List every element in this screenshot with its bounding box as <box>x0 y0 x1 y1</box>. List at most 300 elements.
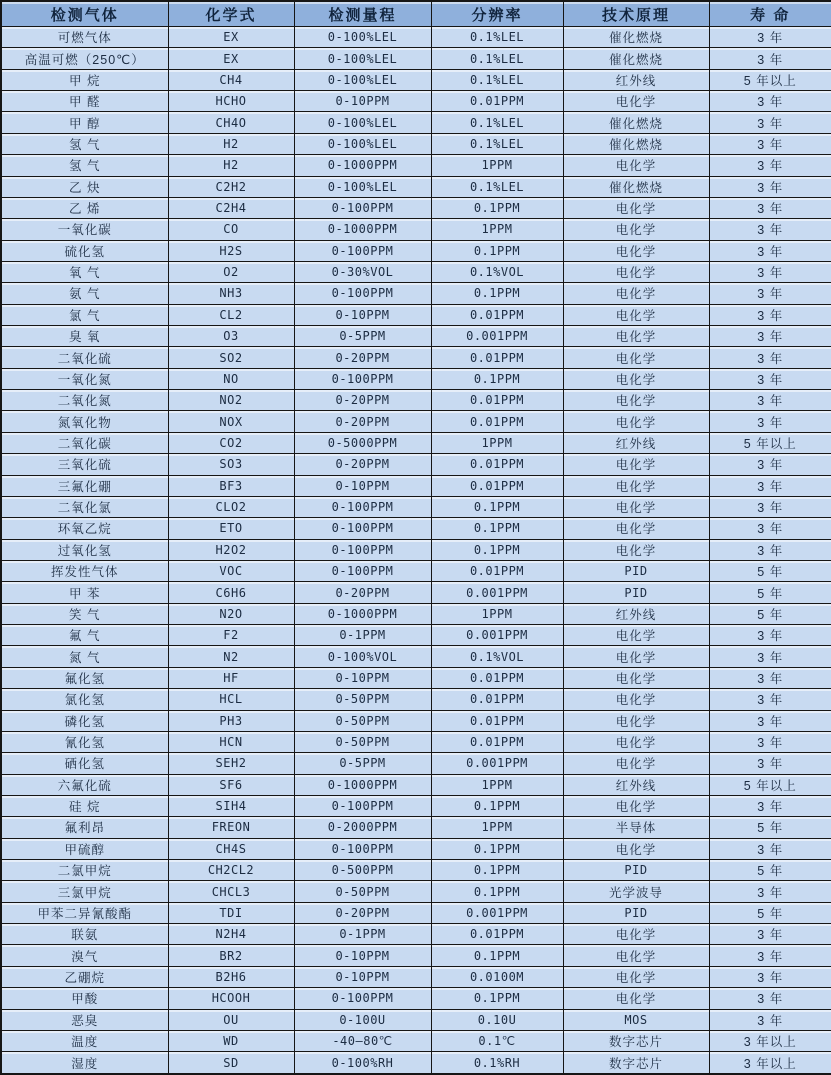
cell-principle: 电化学 <box>563 966 709 987</box>
cell-range: 0-100PPM <box>294 795 431 816</box>
cell-range: 0-100PPM <box>294 283 431 304</box>
cell-range: 0-20PPM <box>294 582 431 603</box>
cell-life: 3 年 <box>709 48 831 69</box>
cell-range: 0-100%LEL <box>294 112 431 133</box>
cell-life: 3 年 <box>709 283 831 304</box>
cell-formula: SO3 <box>168 454 294 475</box>
cell-principle: 半导体 <box>563 817 709 838</box>
cell-resolution: 0.1%RH <box>431 1052 563 1074</box>
table-row <box>1 176 831 197</box>
cell-principle: 催化燃烧 <box>563 27 709 48</box>
cell-principle: 电化学 <box>563 539 709 560</box>
cell-resolution: 1PPM <box>431 219 563 240</box>
cell-life: 3 年 <box>709 390 831 411</box>
cell-life: 3 年 <box>709 731 831 752</box>
cell-range: 0-1000PPM <box>294 219 431 240</box>
cell-principle: 电化学 <box>563 454 709 475</box>
cell-formula: HCL <box>168 689 294 710</box>
cell-principle: MOS <box>563 1009 709 1030</box>
cell-formula: SIH4 <box>168 795 294 816</box>
cell-principle: 数字芯片 <box>563 1052 709 1074</box>
cell-range: 0-100%LEL <box>294 69 431 90</box>
table-row <box>1 155 831 176</box>
cell-gas: 甲 烷 <box>1 69 168 90</box>
cell-principle: 催化燃烧 <box>563 176 709 197</box>
cell-resolution: 0.01PPM <box>431 667 563 688</box>
cell-formula: O2 <box>168 261 294 282</box>
table-row <box>1 112 831 133</box>
table-row <box>1 475 831 496</box>
cell-range: 0-100U <box>294 1009 431 1030</box>
cell-principle: 电化学 <box>563 91 709 112</box>
cell-life: 3 年 <box>709 625 831 646</box>
table-row <box>1 240 831 261</box>
cell-formula: CLO2 <box>168 496 294 517</box>
cell-gas: 硅 烷 <box>1 795 168 816</box>
cell-life: 3 年 <box>709 710 831 731</box>
table-row <box>1 817 831 838</box>
cell-formula: EX <box>168 27 294 48</box>
cell-formula: C2H4 <box>168 197 294 218</box>
cell-gas: 乙硼烷 <box>1 966 168 987</box>
cell-life: 3 年 <box>709 689 831 710</box>
cell-resolution: 0.10U <box>431 1009 563 1030</box>
table-header <box>1 1 831 27</box>
cell-resolution: 0.01PPM <box>431 710 563 731</box>
cell-gas: 一氧化碳 <box>1 219 168 240</box>
table-row <box>1 646 831 667</box>
cell-life: 3 年 <box>709 646 831 667</box>
cell-principle: 催化燃烧 <box>563 133 709 154</box>
cell-gas: 氮氧化物 <box>1 411 168 432</box>
cell-range: 0-50PPM <box>294 710 431 731</box>
cell-range: 0-1PPM <box>294 625 431 646</box>
cell-life: 3 年 <box>709 133 831 154</box>
cell-life: 3 年 <box>709 454 831 475</box>
cell-principle: 催化燃烧 <box>563 48 709 69</box>
cell-life: 3 年 <box>709 368 831 389</box>
cell-gas: 过氧化氢 <box>1 539 168 560</box>
table-row <box>1 667 831 688</box>
cell-gas: 甲酸 <box>1 988 168 1009</box>
table-row <box>1 69 831 90</box>
cell-principle: 电化学 <box>563 795 709 816</box>
table-row <box>1 753 831 774</box>
cell-range: 0-5000PPM <box>294 432 431 453</box>
cell-life: 5 年 <box>709 817 831 838</box>
cell-range: 0-10PPM <box>294 966 431 987</box>
cell-life: 5 年 <box>709 582 831 603</box>
cell-gas: 环氧乙烷 <box>1 518 168 539</box>
cell-range: 0-10PPM <box>294 667 431 688</box>
table-row <box>1 539 831 560</box>
cell-gas: 乙 烯 <box>1 197 168 218</box>
cell-life: 3 年 <box>709 27 831 48</box>
cell-gas: 可燃气体 <box>1 27 168 48</box>
cell-resolution: 0.1PPM <box>431 838 563 859</box>
cell-resolution: 0.1%LEL <box>431 112 563 133</box>
cell-life: 3 年 <box>709 881 831 902</box>
cell-life: 5 年以上 <box>709 432 831 453</box>
cell-life: 3 年 <box>709 966 831 987</box>
cell-formula: CO2 <box>168 432 294 453</box>
cell-principle: 电化学 <box>563 646 709 667</box>
cell-gas: 二氧化硫 <box>1 347 168 368</box>
cell-formula: EX <box>168 48 294 69</box>
table-row <box>1 390 831 411</box>
cell-gas: 溴气 <box>1 945 168 966</box>
header-cell-formula: 化学式 <box>168 1 294 27</box>
cell-gas: 氯 气 <box>1 304 168 325</box>
cell-range: 0-100%LEL <box>294 176 431 197</box>
cell-range: 0-2000PPM <box>294 817 431 838</box>
cell-formula: H2O2 <box>168 539 294 560</box>
cell-resolution: 0.1%VOL <box>431 261 563 282</box>
cell-range: -40—80℃ <box>294 1030 431 1051</box>
table-row <box>1 133 831 154</box>
cell-formula: BF3 <box>168 475 294 496</box>
cell-range: 0-10PPM <box>294 945 431 966</box>
cell-range: 0-20PPM <box>294 347 431 368</box>
cell-life: 3 年 <box>709 219 831 240</box>
cell-formula: SF6 <box>168 774 294 795</box>
cell-resolution: 0.01PPM <box>431 390 563 411</box>
cell-range: 0-20PPM <box>294 411 431 432</box>
cell-gas: 甲硫醇 <box>1 838 168 859</box>
header-cell-resolution: 分辨率 <box>431 1 563 27</box>
cell-gas: 臭 氧 <box>1 326 168 347</box>
cell-life: 3 年 <box>709 795 831 816</box>
cell-range: 0-100PPM <box>294 518 431 539</box>
cell-formula: H2 <box>168 133 294 154</box>
cell-principle: 电化学 <box>563 475 709 496</box>
cell-life: 3 年 <box>709 667 831 688</box>
cell-range: 0-30%VOL <box>294 261 431 282</box>
header-cell-principle: 技术原理 <box>563 1 709 27</box>
cell-gas: 三氟化硼 <box>1 475 168 496</box>
cell-principle: 电化学 <box>563 496 709 517</box>
cell-gas: 联氨 <box>1 924 168 945</box>
header-cell-life: 寿 命 <box>709 1 831 27</box>
header-row <box>1 1 831 27</box>
cell-formula: HCHO <box>168 91 294 112</box>
cell-formula: HCOOH <box>168 988 294 1009</box>
cell-formula: CL2 <box>168 304 294 325</box>
table-row <box>1 560 831 581</box>
table-body <box>1 27 831 1075</box>
cell-resolution: 0.01PPM <box>431 454 563 475</box>
cell-range: 0-1000PPM <box>294 155 431 176</box>
cell-principle: 红外线 <box>563 774 709 795</box>
cell-principle: 电化学 <box>563 667 709 688</box>
cell-gas: 氟化氢 <box>1 667 168 688</box>
cell-life: 3 年 <box>709 924 831 945</box>
cell-life: 5 年以上 <box>709 69 831 90</box>
table-row <box>1 860 831 881</box>
cell-range: 0-50PPM <box>294 731 431 752</box>
cell-range: 0-100%LEL <box>294 27 431 48</box>
cell-formula: FREON <box>168 817 294 838</box>
cell-resolution: 1PPM <box>431 155 563 176</box>
cell-range: 0-100PPM <box>294 838 431 859</box>
cell-formula: SO2 <box>168 347 294 368</box>
cell-life: 3 年以上 <box>709 1030 831 1051</box>
table-row <box>1 1030 831 1051</box>
cell-range: 0-20PPM <box>294 454 431 475</box>
cell-life: 3 年 <box>709 411 831 432</box>
cell-principle: 电化学 <box>563 261 709 282</box>
cell-resolution: 0.01PPM <box>431 411 563 432</box>
cell-formula: HF <box>168 667 294 688</box>
cell-principle: PID <box>563 860 709 881</box>
table-row <box>1 454 831 475</box>
cell-gas: 氢 气 <box>1 133 168 154</box>
table-row <box>1 774 831 795</box>
header-cell-gas: 检测气体 <box>1 1 168 27</box>
cell-principle: 电化学 <box>563 945 709 966</box>
cell-resolution: 1PPM <box>431 603 563 624</box>
cell-principle: 电化学 <box>563 988 709 1009</box>
cell-formula: OU <box>168 1009 294 1030</box>
table-row <box>1 924 831 945</box>
cell-formula: HCN <box>168 731 294 752</box>
table-row <box>1 795 831 816</box>
cell-gas: 硒化氢 <box>1 753 168 774</box>
cell-gas: 甲苯二异氰酸酯 <box>1 902 168 923</box>
cell-resolution: 0.001PPM <box>431 753 563 774</box>
cell-resolution: 0.01PPM <box>431 304 563 325</box>
cell-gas: 乙 炔 <box>1 176 168 197</box>
cell-resolution: 0.01PPM <box>431 91 563 112</box>
cell-range: 0-100%RH <box>294 1052 431 1074</box>
cell-formula: O3 <box>168 326 294 347</box>
cell-life: 3 年 <box>709 988 831 1009</box>
cell-formula: NO <box>168 368 294 389</box>
cell-formula: NOX <box>168 411 294 432</box>
cell-life: 3 年 <box>709 475 831 496</box>
cell-life: 3 年 <box>709 112 831 133</box>
table-row <box>1 326 831 347</box>
cell-life: 3 年 <box>709 91 831 112</box>
cell-principle: 电化学 <box>563 518 709 539</box>
cell-life: 5 年 <box>709 603 831 624</box>
cell-gas: 氢 气 <box>1 155 168 176</box>
cell-life: 3 年 <box>709 176 831 197</box>
cell-range: 0-1PPM <box>294 924 431 945</box>
cell-principle: 电化学 <box>563 390 709 411</box>
cell-resolution: 0.01PPM <box>431 347 563 368</box>
cell-principle: 红外线 <box>563 69 709 90</box>
cell-formula: NO2 <box>168 390 294 411</box>
cell-resolution: 0.1PPM <box>431 496 563 517</box>
cell-range: 0-100PPM <box>294 240 431 261</box>
table-row <box>1 347 831 368</box>
cell-gas: 笑 气 <box>1 603 168 624</box>
cell-resolution: 0.01PPM <box>431 731 563 752</box>
cell-life: 3 年 <box>709 304 831 325</box>
cell-resolution: 0.1%VOL <box>431 646 563 667</box>
cell-resolution: 0.01PPM <box>431 475 563 496</box>
table-row <box>1 689 831 710</box>
table-row <box>1 304 831 325</box>
cell-resolution: 1PPM <box>431 432 563 453</box>
cell-resolution: 1PPM <box>431 774 563 795</box>
cell-gas: 高温可燃（250℃） <box>1 48 168 69</box>
table-row <box>1 1052 831 1074</box>
cell-life: 5 年 <box>709 860 831 881</box>
header-cell-range: 检测量程 <box>294 1 431 27</box>
cell-formula: H2S <box>168 240 294 261</box>
table-row <box>1 283 831 304</box>
cell-formula: H2 <box>168 155 294 176</box>
cell-principle: 电化学 <box>563 411 709 432</box>
cell-range: 0-5PPM <box>294 326 431 347</box>
cell-life: 5 年 <box>709 560 831 581</box>
cell-resolution: 0.001PPM <box>431 902 563 923</box>
cell-life: 3 年 <box>709 261 831 282</box>
cell-range: 0-1000PPM <box>294 774 431 795</box>
table-row <box>1 988 831 1009</box>
table-row <box>1 945 831 966</box>
cell-resolution: 0.01PPM <box>431 924 563 945</box>
cell-range: 0-5PPM <box>294 753 431 774</box>
cell-formula: TDI <box>168 902 294 923</box>
table-row <box>1 197 831 218</box>
cell-formula: F2 <box>168 625 294 646</box>
cell-range: 0-50PPM <box>294 881 431 902</box>
cell-principle: 红外线 <box>563 432 709 453</box>
cell-gas: 磷化氢 <box>1 710 168 731</box>
cell-range: 0-20PPM <box>294 902 431 923</box>
cell-resolution: 0.001PPM <box>431 582 563 603</box>
table-row <box>1 710 831 731</box>
cell-range: 0-100%LEL <box>294 133 431 154</box>
cell-principle: 电化学 <box>563 197 709 218</box>
cell-gas: 甲 醇 <box>1 112 168 133</box>
cell-formula: CO <box>168 219 294 240</box>
cell-range: 0-100PPM <box>294 539 431 560</box>
cell-gas: 恶臭 <box>1 1009 168 1030</box>
cell-range: 0-100PPM <box>294 988 431 1009</box>
cell-formula: N2H4 <box>168 924 294 945</box>
cell-gas: 二氧化氮 <box>1 390 168 411</box>
cell-formula: C6H6 <box>168 582 294 603</box>
table-row <box>1 881 831 902</box>
cell-gas: 二氯甲烷 <box>1 860 168 881</box>
table-row <box>1 838 831 859</box>
cell-formula: SEH2 <box>168 753 294 774</box>
table-row <box>1 603 831 624</box>
cell-gas: 氧 气 <box>1 261 168 282</box>
cell-life: 3 年 <box>709 240 831 261</box>
cell-life: 3 年 <box>709 838 831 859</box>
cell-principle: PID <box>563 902 709 923</box>
cell-formula: CH2CL2 <box>168 860 294 881</box>
table-row <box>1 1009 831 1030</box>
cell-formula: VOC <box>168 560 294 581</box>
cell-resolution: 0.01PPM <box>431 560 563 581</box>
cell-principle: 红外线 <box>563 603 709 624</box>
cell-resolution: 0.1PPM <box>431 860 563 881</box>
cell-range: 0-500PPM <box>294 860 431 881</box>
cell-principle: 电化学 <box>563 924 709 945</box>
cell-formula: B2H6 <box>168 966 294 987</box>
cell-resolution: 0.0100M <box>431 966 563 987</box>
cell-range: 0-100PPM <box>294 496 431 517</box>
cell-resolution: 0.1PPM <box>431 795 563 816</box>
cell-range: 0-100%LEL <box>294 48 431 69</box>
table-row <box>1 48 831 69</box>
cell-gas: 湿度 <box>1 1052 168 1074</box>
cell-resolution: 0.1%LEL <box>431 27 563 48</box>
cell-principle: 数字芯片 <box>563 1030 709 1051</box>
cell-principle: 电化学 <box>563 625 709 646</box>
table-row <box>1 411 831 432</box>
table-row <box>1 368 831 389</box>
cell-gas: 氰化氢 <box>1 731 168 752</box>
cell-principle: 电化学 <box>563 710 709 731</box>
cell-principle: 电化学 <box>563 304 709 325</box>
cell-range: 0-10PPM <box>294 304 431 325</box>
cell-formula: NH3 <box>168 283 294 304</box>
cell-life: 3 年 <box>709 326 831 347</box>
cell-principle: 电化学 <box>563 219 709 240</box>
cell-life: 3 年 <box>709 1009 831 1030</box>
table-row <box>1 731 831 752</box>
cell-gas: 甲 醛 <box>1 91 168 112</box>
cell-principle: 电化学 <box>563 283 709 304</box>
table-row <box>1 496 831 517</box>
cell-life: 3 年 <box>709 753 831 774</box>
cell-resolution: 0.1PPM <box>431 197 563 218</box>
cell-range: 0-100PPM <box>294 197 431 218</box>
cell-gas: 氮 气 <box>1 646 168 667</box>
table-row <box>1 91 831 112</box>
table-row <box>1 518 831 539</box>
cell-resolution: 0.1℃ <box>431 1030 563 1051</box>
cell-formula: N2O <box>168 603 294 624</box>
cell-principle: 电化学 <box>563 368 709 389</box>
cell-resolution: 0.1PPM <box>431 539 563 560</box>
cell-formula: CH4S <box>168 838 294 859</box>
cell-formula: ETO <box>168 518 294 539</box>
cell-formula: CHCL3 <box>168 881 294 902</box>
cell-gas: 三氧化硫 <box>1 454 168 475</box>
cell-life: 3 年以上 <box>709 1052 831 1074</box>
cell-gas: 挥发性气体 <box>1 560 168 581</box>
table-row <box>1 902 831 923</box>
cell-formula: BR2 <box>168 945 294 966</box>
cell-range: 0-100%VOL <box>294 646 431 667</box>
cell-resolution: 0.1%LEL <box>431 176 563 197</box>
cell-principle: 电化学 <box>563 155 709 176</box>
cell-life: 3 年 <box>709 518 831 539</box>
table-row <box>1 432 831 453</box>
cell-principle: 电化学 <box>563 731 709 752</box>
cell-resolution: 0.01PPM <box>431 689 563 710</box>
cell-formula: PH3 <box>168 710 294 731</box>
cell-principle: 光学波导 <box>563 881 709 902</box>
cell-range: 0-100PPM <box>294 560 431 581</box>
cell-life: 3 年 <box>709 496 831 517</box>
cell-gas: 氨 气 <box>1 283 168 304</box>
cell-resolution: 0.1PPM <box>431 368 563 389</box>
cell-life: 3 年 <box>709 155 831 176</box>
cell-life: 3 年 <box>709 347 831 368</box>
table-row <box>1 582 831 603</box>
cell-gas: 二氧化氯 <box>1 496 168 517</box>
cell-principle: 电化学 <box>563 753 709 774</box>
